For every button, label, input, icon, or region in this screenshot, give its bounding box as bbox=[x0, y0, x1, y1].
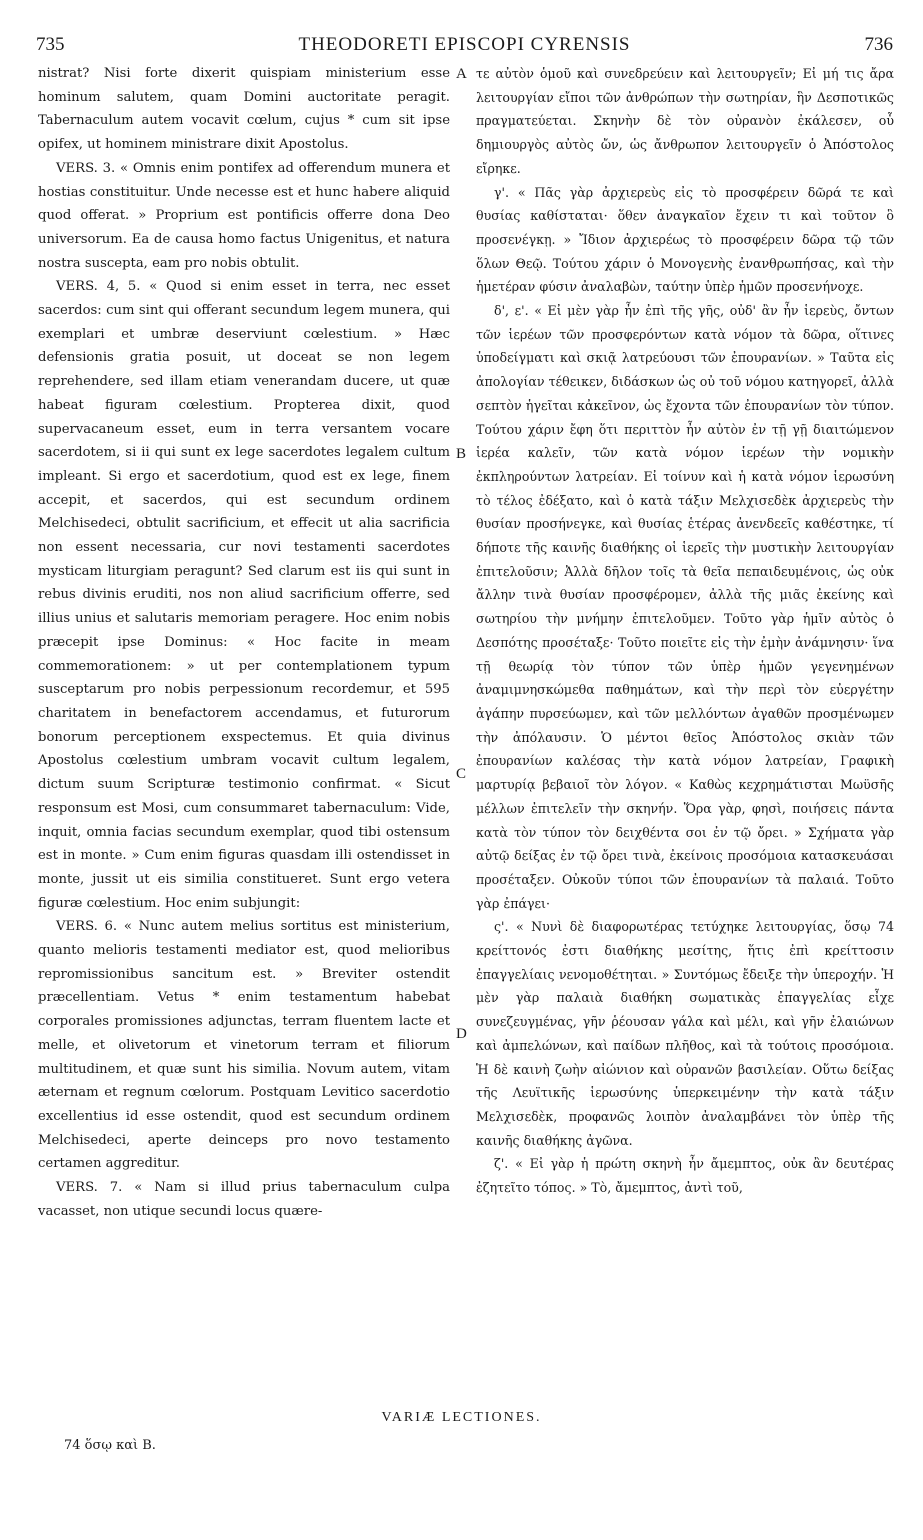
column-marker-b: B bbox=[456, 446, 467, 462]
page-number-right: 736 bbox=[864, 34, 893, 55]
greek-paragraph: ζ'. « Εἰ γὰρ ἡ πρώτη σκηνὴ ἦν ἄμεμπτος, οὐκ ἂν δευτέρας ἐζητεῖτο τόπος. » Τὸ, ἄμεμπτος, ἀντὶ τοῦ, bbox=[476, 1156, 894, 1196]
greek-paragraph: τε αὐτὸν ὁμοῦ καὶ συνεδρεύειν καὶ λειτουργεῖν; Εἰ μή τις ἄρα λειτουργίαν εἴποι τῶν ἀνθρώπων τὴν σωτηρίαν, ἣν Δεσποτικῶς πραγματεύεται. Σκηνὴν δὲ τὸν οὐρανὸν ἐκάλεσεν, οὗ δημιουργὸς αὐτὸς ὤν, ὡς ἄνθρωπον λειτουργεῖν ὁ Ἀπόστολος εἴρηκε. bbox=[476, 66, 894, 176]
latin-paragraph: VERS. 4, 5. « Quod si enim esset in terra, nec esset sacerdos: cum sint qui offerant secundum legem munera, qui exemplari et umbræ deserviunt cœlestium. » Hæc defensionis gratia posuit, ut doceat se non legem reprehendere, sed illam etiam venerandam ducere, ut quæ habeat figuram cœlestium. Propterea dixit, quod supervacaneum esset, eum in terra versantem vocare sacerdotem, si ii qui sunt ex lege sacerdotes legalem cultum impleant. Si ergo et sacerdotium, quod est ex lege, finem accepit, et sacerdos, qui est secundum ordinem Melchisedeci, obtulit sacrificium, et effecit ut alia sacrificia non essent necessaria, cur novi testamenti sacerdotes mysticam liturgiam peragunt? Sed clarum est iis qui sunt in rebus divinis eruditi, nos non aliud sacrificium offerre, sed illius unius et salutaris memoriam peragere. Hoc enim nobis præcepit ipse Dominus: « Hoc facite in meam commemorationem: » ut per contemplationem typum susceptarum pro nobis perpessionum recordemur, et 595 charitatem in benefactorem accendamus, et futurorum bonorum perceptionem exspectemus. Et quia divinus Apostolus cœlestium umbram vocavit cultum legalem, dictum suum Scripturæ testimonio confirmat. « Sicut responsum est Mosi, cum consummaret tabernaculum: Vide, inquit, omnia facias secundum exemplar, quod tibi ostensum est in monte. » Cum enim figuras quasdam illi ostendisset in monte, jussit ut eis similia constitueret. Sunt ergo vetera figuræ cœlestium. Hoc enim subjungit: bbox=[38, 279, 450, 911]
column-marker-c: C bbox=[456, 766, 467, 782]
running-title: THEODORETI EPISCOPI CYRENSIS bbox=[298, 34, 631, 55]
page-number-left: 735 bbox=[36, 34, 65, 55]
page-header bbox=[36, 34, 893, 62]
footnote: 74 ὅσῳ καὶ B. bbox=[64, 1438, 156, 1453]
latin-paragraph: VERS. 3. « Omnis enim pontifex ad offerendum munera et hostias constituitur. Unde necesse est et hunc habere aliquid quod offerat. » Proprium est pontificis offerre dona Deo universorum. Ea de causa homo factus Unigenitus, et natura nostra suscepta, eam pro nobis obtulit. bbox=[38, 160, 450, 271]
latin-paragraph: VERS. 6. « Nunc autem melius sortitus est ministerium, quanto melioris testamenti mediator est, quod melioribus repromissionibus sancitum est. » Breviter ostendit præcellentiam. Vetus * enim testamentum habebat corporales promissiones adjunctas, terram fluentem lacte et melle, et olivetorum et vinetorum terram et filiorum multitudinem, et quæ sunt his similia. Novum autem, vitam æternam et regnum cœlorum. Postquam Levitico sacerdotio excellentius id esse ostendit, quod est secundum ordinem Melchisedeci, aperte deinceps pro novo testamento certamen aggreditur. bbox=[38, 919, 450, 1172]
greek-paragraph: ς'. « Νυνὶ δὲ διαφορωτέρας τετύχηκε λειτουργίας, ὅσῳ 74 κρείττονός ἐστι διαθήκης μεσίτης, ἥτις ἐπὶ κρείττοσιν ἐπαγγελίαις νενομοθέτηται. » Συντόμως ἔδειξε τὴν ὑπεροχήν. Ἡ μὲν γὰρ παλαιὰ διαθήκη σωματικὰς ἐπαγγελίας εἶχε συνεζευγμένας, γῆν ῥέουσαν γάλα καὶ μέλι, καὶ γῆν ἐλαιώνων καὶ ἀμπελώνων, καὶ παίδων πλῆθος, καὶ τὰ τούτοις προσόμοια. Ἡ δὲ καινὴ ζωὴν αἰώνιον καὶ οὐρανῶν βασιλείαν. Οὕτω δείξας τῆς Λευϊτικῆς ἱερωσύνης ὑπερκειμένην τὴν κατὰ τάξιν Μελχισεδὲκ, προφανῶς λοιπὸν ἀναλαμβάνει τὸν ὑπὲρ τῆς καινῆς διαθήκης ἀγῶνα. bbox=[476, 919, 894, 1148]
latin-paragraph: VERS. 7. « Nam si illud prius tabernaculum culpa vacasset, non utique secundi locus quære- bbox=[38, 1180, 450, 1219]
latin-column bbox=[38, 62, 450, 1223]
column-marker-a: A bbox=[456, 66, 467, 82]
greek-column bbox=[476, 62, 894, 1200]
greek-paragraph: γ'. « Πᾶς γὰρ ἀρχιερεὺς εἰς τὸ προσφέρειν δῶρά τε καὶ θυσίας καθίσταται· ὅθεν ἀναγκαῖον ἔχειν τι καὶ τοῦτον ὃ προσενέγκῃ. » Ἴδιον ἀρχιερέως τὸ προσφέρειν δῶρα τῷ τῶν ὅλων Θεῷ. Τούτου χάριν ὁ Μονογενὴς ἐνανθρωπήσας, καὶ τὴν ἡμετέραν φύσιν ἀναλαβὼν, ταύτην ὑπὲρ ἡμῶν προσενήνοχε. bbox=[476, 184, 894, 295]
latin-paragraph: nistrat? Nisi forte dixerit quispiam ministerium esse hominum salutem, quam Domini auctoritate peragit. Tabernaculum autem vocavit cœlum, cujus * cum sit ipse opifex, ut hominem ministrare dixit Apostolus. bbox=[38, 66, 450, 153]
greek-paragraph: δ', ε'. « Εἰ μὲν γὰρ ἦν ἐπὶ τῆς γῆς, οὐδ' ἂν ἦν ἱερεὺς, ὄντων τῶν ἱερέων τῶν προσφερόντων κατὰ νόμον τὰ δῶρα, οἵτινες ὑποδείγματι καὶ σκιᾷ λατρεύουσι τῶν ἐπουρανίων. » Ταῦτα εἰς ἀπολογίαν τέθεικεν, διδάσκων ὡς οὐ τοῦ νόμου κατηγορεῖ, ἀλλὰ σεπτὸν ἡγεῖται κἀκεῖνον, ὡς ἔχοντα τῶν ἐπουρανίων τὸν τύπον. Τούτου χάριν ἔφη ὅτι περιττὸν ἦν αὐτὸν ἐν τῇ γῇ διαιτώμενον ἱερέα καλεῖν, τῶν κατὰ νόμον ἱερέων τὴν νομικὴν ἐκπληρούντων λατρείαν. Εἰ τοίνυν καὶ ἡ κατὰ νόμον ἱερωσύνη τὸ τέλος ἐδέξατο, καὶ ὁ κατὰ τάξιν Μελχισεδὲκ ἀρχιερεὺς τὴν θυσίαν προσήνεγκε, καὶ θυσίας ἑτέρας ἀνενδεεῖς καθέστηκε, τί δήποτε τῆς καινῆς διαθήκης οἱ ἱερεῖς τὴν μυστικὴν λειτουργίαν ἐπιτελοῦσιν; Ἀλλὰ δῆλον τοῖς τὰ θεῖα πεπαιδευμένοις, ὡς οὐκ ἄλλην τινὰ θυσίαν προσφέρομεν, ἀλλὰ τῆς μιᾶς ἐκείνης καὶ σωτηρίου τὴν μνήμην ἐπιτελοῦμεν. Τοῦτο γὰρ ἡμῖν αὐτὸς ὁ Δεσπότης προσέταξε· Τοῦτο ποιεῖτε εἰς τὴν ἐμὴν ἀνάμνησιν· ἵνα τῇ θεωρίᾳ τὸν τύπον τῶν ὑπὲρ ἡμῶν γεγενημένων ἀναμιμνησκώμεθα παθημάτων, καὶ τὴν περὶ τὸν εὐεργέτην ἀγάπην πυρσεύωμεν, καὶ τῶν μελλόντων ἀγαθῶν προσμένωμεν τὴν ἀπόλαυσιν. Ὁ μέντοι θεῖος Ἀπόστολος σκιὰν τῶν ἐπουρανίων καλέσας τὴν κατὰ νόμον λατρείαν, Γραφικὴ μαρτυρίᾳ βεβαιοῖ τὸν λόγον. « Καθὼς κεχρημάτισται Μωϋσῆς μέλλων ἐπιτελεῖν τὴν σκηνήν. Ὅρα γὰρ, φησὶ, ποιήσεις πάντα κατὰ τὸν τύπον τὸν δειχθέντα σοι ἐν τῷ ὄρει. » Σχήματα γὰρ αὐτῷ δείξας ἐν τῷ ὄρει τινὰ, ἐκείνοις προσόμοια κατασκευάσαι προσέταξεν. Οὐκοῦν τύποι τῶν ἐπουρανίων τὰ παλαιά. Τοῦτο γὰρ ἐπάγει· bbox=[476, 303, 894, 911]
column-marker-d: D bbox=[456, 1026, 467, 1042]
variae-lectiones-title: VARIÆ LECTIONES. bbox=[381, 1410, 542, 1425]
